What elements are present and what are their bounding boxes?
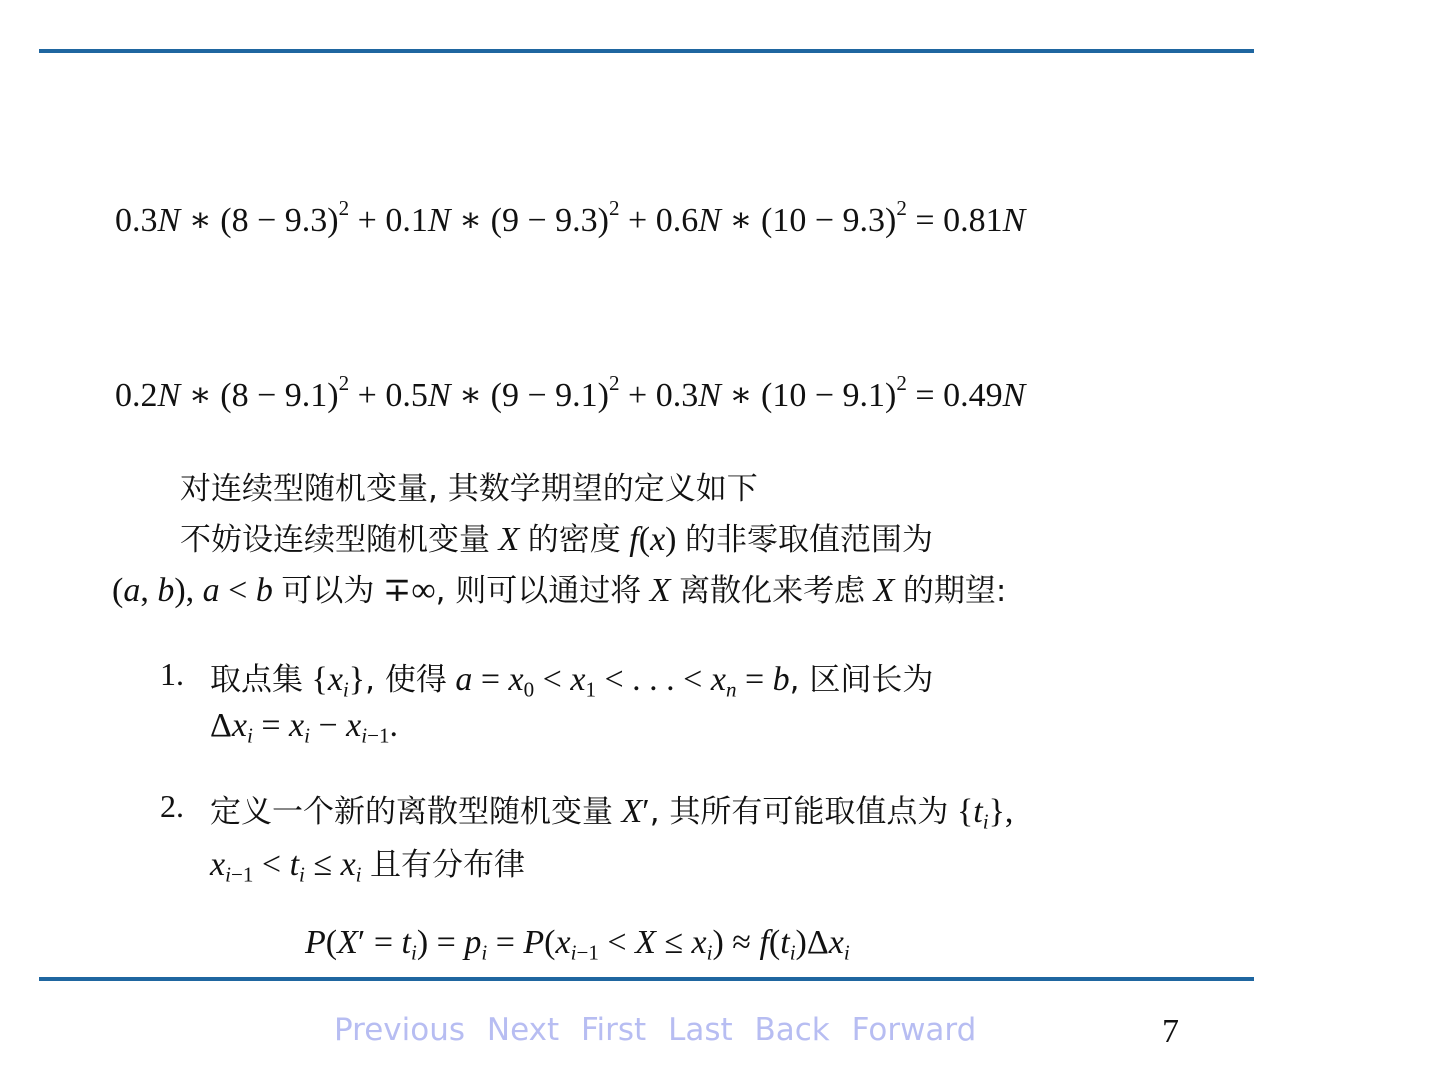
equation-variance-1: 0.3N ∗ $(8 - 9.3)^2 + 0.1N$ ∗ $(9 - 9.3)^2 + 0.6N$ ∗ $(10 - 9.3)^2 = 0.81N$ xyxy=(115,196,1026,239)
list-item-1-line2: $\Delta x_i = x_i - x_{i-1}$. xyxy=(210,707,399,748)
list-number-1: 1. xyxy=(160,656,184,692)
para2-text-a: 不妨设连续型随机变量 xyxy=(180,522,490,558)
nav-forward-link[interactable]: Forward xyxy=(851,1012,977,1048)
para2-text-c: 的非零取值范围为 xyxy=(684,522,933,558)
list-item-1-line1: 取点集 $\{x_i\}$, 使得 $a = x_0 < x_1$ < . . . < $x_n = b$, 区间长为 xyxy=(210,661,934,702)
para2-text-f: 离散化来考虑 xyxy=(679,573,866,609)
list-item-2-line1: 定义一个新的离散型随机变量 X′, 其所有可能取值点为 $\{t_i\}$, xyxy=(210,793,1014,834)
top-rule xyxy=(39,49,1254,53)
paragraph-density-line2: (a, b), a < b 可以为 ∓∞, 则可以通过将 X 离散化来考虑 X 的期望: xyxy=(112,572,1007,609)
item2-text-c: 且有分布律 xyxy=(370,847,526,883)
para2-text-e: , 则可以通过将 xyxy=(435,573,642,609)
item1-text-c: , 区间长为 xyxy=(789,662,934,698)
nav-last-link[interactable]: Last xyxy=(668,1012,733,1048)
para2-text-b: 的密度 xyxy=(527,522,621,558)
navigation-bar xyxy=(334,1012,988,1048)
list-item-2-line2: $x_{i-1} < t_i \le x_i$ 且有分布律 xyxy=(210,846,526,887)
list-number-2: 2. xyxy=(160,788,184,824)
para2-text-g: 的期望: xyxy=(902,573,1007,609)
para2-text-d: 可以为 xyxy=(281,573,375,609)
nav-next-link[interactable]: Next xyxy=(486,1012,560,1048)
bottom-rule xyxy=(39,977,1254,981)
item1-text-b: , 使得 xyxy=(365,662,447,698)
nav-back-link[interactable]: Back xyxy=(754,1012,830,1048)
item2-text-b: , 其所有可能取值点为 xyxy=(649,794,949,830)
paragraph-density-line1: 不妨设连续型随机变量 X 的密度 f(x) 的非零取值范围为 xyxy=(180,521,933,558)
item1-text-a: 取点集 xyxy=(210,662,303,698)
para1-text: 对连续型随机变量, 其数学期望的定义如下 xyxy=(180,471,758,507)
nav-previous-link[interactable]: Previous xyxy=(334,1012,466,1048)
paragraph-definition-intro xyxy=(180,463,758,508)
item2-text-a: 定义一个新的离散型随机变量 xyxy=(210,794,613,830)
equation-distribution-law: $P(X' = t_i) = p_i = P(x_{i-1} < X \le x_i) \approx f(t_i)\Delta x_i$ xyxy=(305,924,850,965)
nav-first-link[interactable]: First xyxy=(580,1012,647,1048)
equation-variance-2: 0.2N ∗ $(8 - 9.1)^2 + 0.5N$ ∗ $(9 - 9.1)^2 + 0.3N$ ∗ $(10 - 9.1)^2 = 0.49N$ xyxy=(115,371,1026,414)
page-number: 7 xyxy=(1162,1013,1179,1050)
